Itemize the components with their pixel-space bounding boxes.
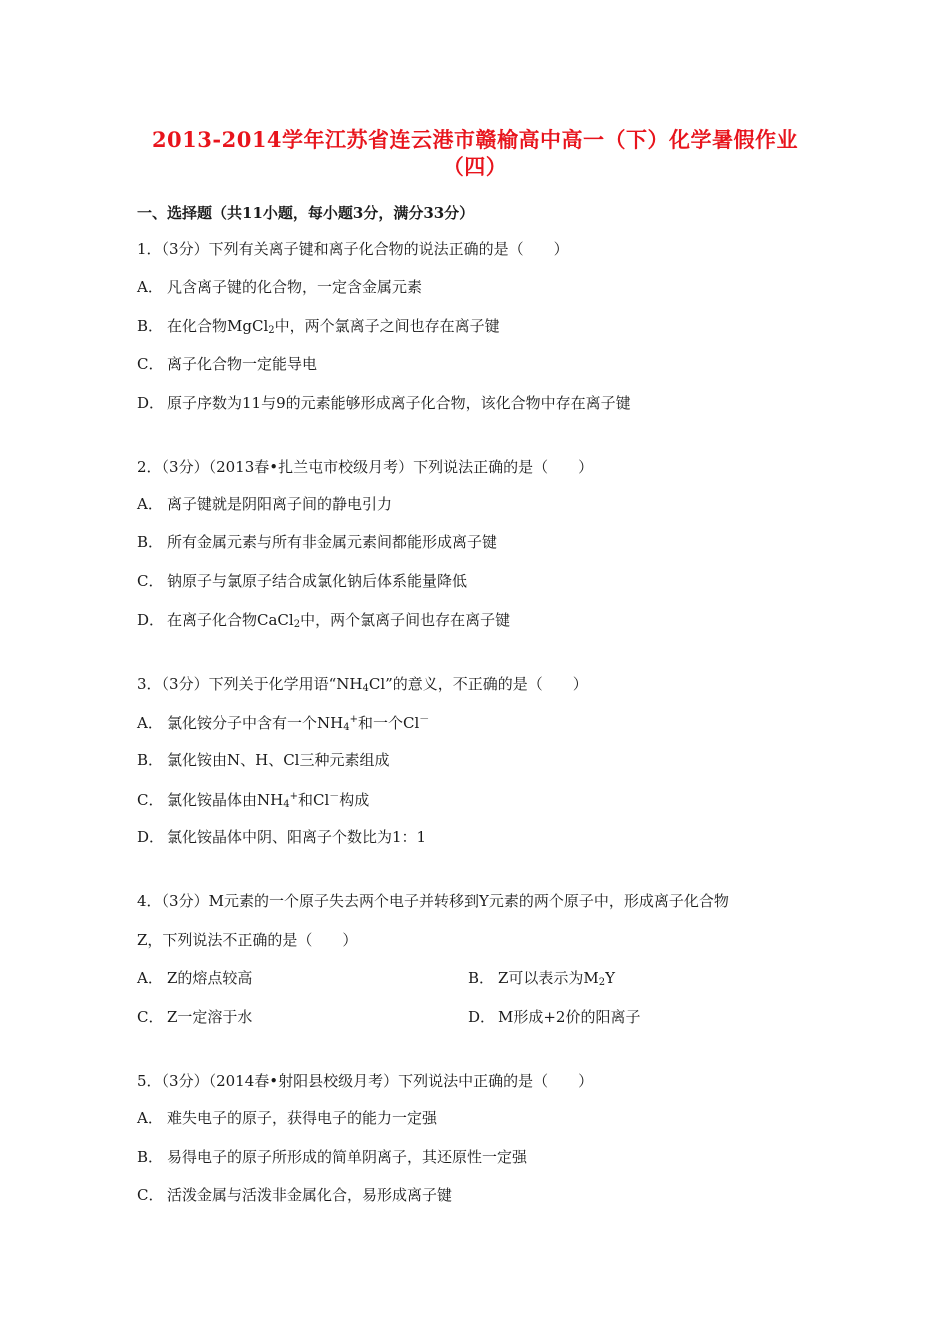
option-text: 氯化铵晶体中阴、阳离子个数比为1：1	[167, 828, 427, 846]
option-text: 所有金属元素与所有非金属元素间都能形成离子键	[167, 533, 498, 551]
option-text: 构成	[339, 791, 370, 809]
option-text: Z的熔点较高	[167, 969, 253, 987]
option-key: B．	[137, 1148, 164, 1166]
subscript: 2	[268, 325, 275, 336]
subscript: 2	[598, 977, 606, 988]
question-4-option-a	[137, 967, 252, 988]
question-5-stem: 5．（3分）（2014春•射阳县校级月考）下列说法中正确的是（ ）	[137, 1072, 594, 1090]
subscript: 2	[293, 619, 301, 630]
option-text: 在离子化合物CaCl	[167, 611, 294, 629]
option-key: C．	[137, 355, 164, 373]
superscript: －	[419, 714, 430, 725]
option-key: D．	[137, 394, 165, 412]
stem-text: 3．（3分）下列关于化学用语“NH	[137, 675, 363, 693]
question-2-option-b	[137, 531, 497, 552]
option-text: Y	[605, 969, 616, 987]
question-5-option-b	[137, 1146, 527, 1167]
subscript: 4	[343, 722, 350, 733]
stem-text: Cl”的意义，不正确的是（ ）	[368, 675, 588, 693]
option-key: D．	[137, 611, 165, 629]
subscript: 4	[362, 683, 369, 694]
question-3-stem	[137, 673, 588, 694]
option-text: Z一定溶于水	[167, 1008, 253, 1026]
question-2-option-a	[137, 493, 392, 514]
option-text: 中，两个氯离子间也存在离子键	[300, 611, 511, 629]
option-key: A．	[137, 969, 163, 987]
option-text: 难失电子的原子，获得电子的能力一定强	[167, 1109, 438, 1127]
option-key: D．	[468, 1008, 496, 1026]
superscript: +	[289, 791, 298, 802]
document-title-line2: （四）	[442, 154, 508, 179]
option-key: A．	[137, 1109, 163, 1127]
question-5-option-c	[137, 1184, 452, 1205]
question-4-option-c	[137, 1006, 252, 1027]
option-text: 离子键就是阴阳离子间的静电引力	[167, 495, 393, 513]
question-2-stem: 2．（3分）（2013春•扎兰屯市校级月考）下列说法正确的是（ ）	[137, 458, 594, 476]
option-text: 原子序数为11与9的元素能够形成离子化合物，该化合物中存在离子键	[167, 394, 631, 412]
option-text: 在化合物MgCl	[167, 317, 269, 335]
question-4-stem-line1: 4．（3分）M元素的一个原子失去两个电子并转移到Y元素的两个原子中，形成离子化合物	[137, 892, 729, 910]
option-text: Z可以表示为M	[498, 969, 599, 987]
question-4-option-b	[468, 967, 615, 988]
document-title-line1: 2013-2014学年江苏省连云港市赣榆高中高一（下）化学暑假作业	[151, 127, 799, 152]
question-2-option-d	[137, 609, 510, 630]
option-key: C．	[137, 1008, 164, 1026]
option-key: B．	[468, 969, 495, 987]
question-1-option-a	[137, 276, 422, 297]
question-5-option-a	[137, 1107, 437, 1128]
question-3-option-d	[137, 826, 426, 847]
subscript: 4	[283, 799, 290, 810]
option-key: B．	[137, 751, 164, 769]
option-text: 钠原子与氯原子结合成氯化钠后体系能量降低	[167, 572, 468, 590]
question-3-option-a	[137, 710, 429, 733]
question-1-stem: 1．（3分）下列有关离子键和离子化合物的说法正确的是（ ）	[137, 240, 569, 258]
option-text: 离子化合物一定能导电	[167, 355, 318, 373]
option-key: C．	[137, 791, 164, 809]
question-1-option-b	[137, 315, 500, 336]
option-key: A．	[137, 278, 163, 296]
option-key: C．	[137, 572, 164, 590]
question-4-stem-line2: Z，下列说法不正确的是（ ）	[137, 931, 358, 949]
option-text: M形成+2价的阳离子	[498, 1008, 641, 1026]
option-text: 易得电子的原子所形成的简单阴离子，其还原性一定强	[167, 1148, 528, 1166]
option-text: 氯化铵分子中含有一个NH	[167, 714, 344, 732]
option-text: 中，两个氯离子之间也存在离子键	[274, 317, 500, 335]
option-text: 活泼金属与活泼非金属化合，易形成离子键	[167, 1186, 453, 1204]
question-1-option-d	[137, 392, 631, 413]
superscript: +	[349, 714, 358, 725]
question-3-option-c	[137, 787, 369, 810]
section-heading: 一、选择题（共11小题，每小题3分，满分33分）	[137, 204, 475, 222]
option-text: 氯化铵由N、H、Cl三种元素组成	[167, 751, 390, 769]
option-text: 氯化铵晶体由NH	[167, 791, 284, 809]
option-text: 凡含离子键的化合物，一定含金属元素	[167, 278, 423, 296]
option-key: B．	[137, 533, 164, 551]
question-3-option-b	[137, 749, 389, 770]
question-4-option-d	[468, 1006, 640, 1027]
option-key: A．	[137, 714, 163, 732]
option-key: D．	[137, 828, 165, 846]
question-1-option-c	[137, 353, 317, 374]
option-text: 和Cl	[297, 791, 330, 809]
question-2-option-c	[137, 570, 467, 591]
option-key: B．	[137, 317, 164, 335]
option-text: 和一个Cl	[357, 714, 420, 732]
superscript: －	[329, 791, 340, 802]
option-key: A．	[137, 495, 163, 513]
option-key: C．	[137, 1186, 164, 1204]
